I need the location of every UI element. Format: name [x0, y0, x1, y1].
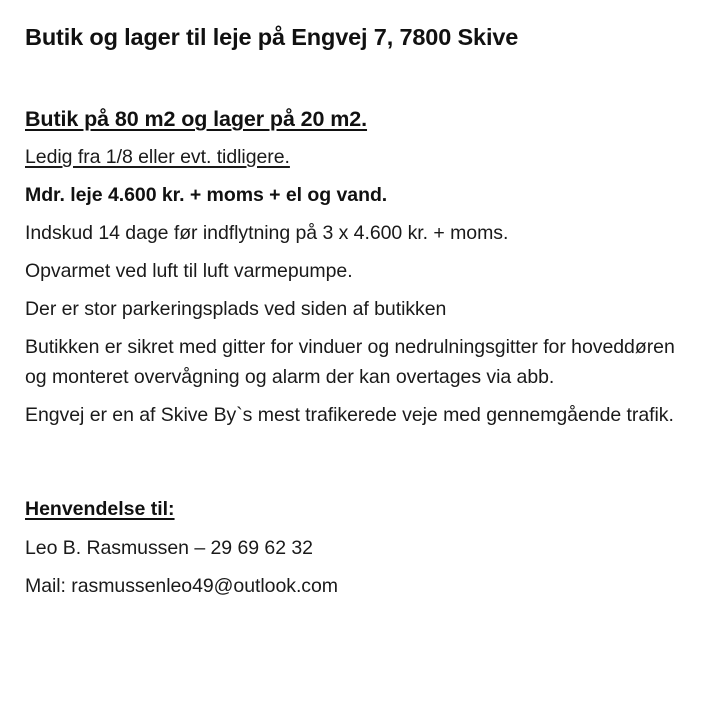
deposit-text: Indskud 14 dage før indflytning på 3 x 4.600 kr. + moms. [25, 222, 509, 244]
contact-person-phone: Leo B. Rasmussen – 29 69 62 32 [25, 537, 313, 559]
title-spacer [25, 52, 692, 104]
security-text: Butikken er sikret med gitter for vinduer og nedrulningsgitter for hoveddøren og monteret overvågning og alarm der kan overtages via abb. [25, 336, 675, 388]
page-title: Butik og lager til leje på Engvej 7, 7800 Skive [25, 24, 519, 50]
parking-text: Der er stor parkeringsplads ved siden af butikken [25, 298, 447, 320]
property-size-subheading: Butik på 80 m2 og lager på 20 m2. [25, 107, 368, 131]
location-traffic-text: Engvej er en af Skive By`s mest trafikerede veje med gennemgående trafik. [25, 404, 674, 426]
availability-text: Ledig fra 1/8 eller evt. tidligere. [25, 146, 290, 168]
contact-email: Mail: rasmussenleo49@outlook.com [25, 575, 338, 597]
monthly-rent-text: Mdr. leje 4.600 kr. + moms + el og vand. [25, 184, 388, 206]
contact-heading: Henvendelse til: [25, 498, 175, 520]
heating-text: Opvarmet ved luft til luft varmepumpe. [25, 260, 353, 282]
contact-spacer [25, 438, 692, 494]
contact-heading-wrapper [25, 494, 692, 533]
